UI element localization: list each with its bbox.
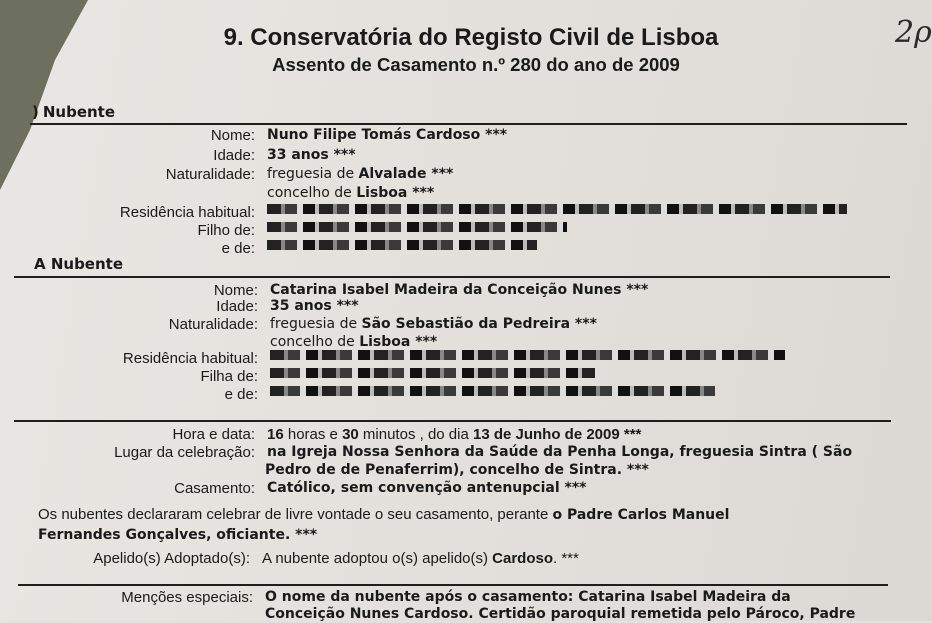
ceremony-place-row-2 xyxy=(265,462,649,479)
special-mentions-row xyxy=(0,589,791,606)
field-label: Idade: xyxy=(213,147,255,164)
bride-mother-row xyxy=(0,386,715,403)
document-subtitle: Assento de Casamento n.º 280 do ano de 2009 xyxy=(272,54,680,75)
groom-parish: freguesia de Alvalade *** xyxy=(267,166,454,182)
field-label: Filho de: xyxy=(197,222,255,239)
ceremony-place-row xyxy=(0,444,852,461)
special-mentions-text: O nome da nubente após o casamento: Catarina Isabel Madeira da xyxy=(265,589,791,605)
groom-birthplace-row xyxy=(0,166,453,183)
bride-age-row xyxy=(0,298,359,315)
bride-parish: freguesia de São Sebastião da Pedreira *** xyxy=(270,316,597,332)
groom-municipality: concelho de Lisboa *** xyxy=(267,185,435,201)
groom-name-row xyxy=(0,127,507,144)
bride-municipality: concelho de Lisboa *** xyxy=(270,334,438,350)
section-bride-heading: A Nubente xyxy=(34,255,123,273)
groom-age: 33 anos *** xyxy=(267,147,356,163)
handwritten-note: 2ρ xyxy=(895,15,932,50)
redacted-father xyxy=(267,222,567,232)
groom-father-row xyxy=(0,222,567,239)
field-label: Casamento: xyxy=(174,480,255,497)
field-label: e de: xyxy=(224,386,258,403)
ceremony-time-row xyxy=(0,426,641,443)
field-label: Apelido(s) Adoptado(s): xyxy=(93,550,250,567)
bride-residence-row xyxy=(0,350,785,367)
ceremony-type-row xyxy=(0,480,586,497)
bride-name-row xyxy=(0,282,648,299)
section-divider xyxy=(18,584,888,586)
bride-municipality-row xyxy=(270,334,437,351)
redacted-residence xyxy=(270,350,785,360)
field-label: e de: xyxy=(221,240,255,257)
declaration-paragraph: Os nubentes declararam celebrar de livre vontade o seu casamento, perante o Padre Carlos Manuel Fernandes Gonçalves, oficiante. *** xyxy=(38,506,730,543)
field-label: Lugar da celebração: xyxy=(114,444,255,461)
section-groom-heading: ) Nubente xyxy=(32,103,116,121)
field-label: Naturalidade: xyxy=(168,316,258,333)
redacted-mother xyxy=(270,386,715,396)
field-label: Nome: xyxy=(210,127,255,144)
field-label: Nome: xyxy=(213,282,258,299)
section-divider xyxy=(14,420,891,422)
field-label: Naturalidade: xyxy=(165,166,255,183)
section-divider xyxy=(30,123,907,125)
field-label: Idade: xyxy=(216,298,258,315)
document-title: 9. Conservatória do Registo Civil de Lisboa xyxy=(223,24,719,51)
groom-municipality-row xyxy=(267,185,434,202)
redacted-residence xyxy=(267,204,847,214)
redacted-father xyxy=(270,368,595,378)
ceremony-place-cont: Pedro de de Penaferrim), concelho de Sintra. *** xyxy=(265,462,649,478)
groom-age-row xyxy=(0,147,356,164)
bride-age: 35 anos *** xyxy=(270,298,359,314)
field-label: Residência habitual: xyxy=(119,204,255,221)
special-mentions-text-cont: Conceição Nunes Cardoso. Certidão paroquial remetida pelo Pároco, Padre xyxy=(265,606,856,622)
field-label: Filha de: xyxy=(200,368,258,385)
bride-father-row xyxy=(0,368,595,385)
groom-residence-row xyxy=(0,204,847,221)
groom-name: Nuno Filipe Tomás Cardoso *** xyxy=(267,127,508,143)
special-mentions-row-2 xyxy=(265,606,855,623)
field-label: Menções especiais: xyxy=(121,589,253,606)
bride-birthplace-row xyxy=(0,316,597,333)
field-label: Hora e data: xyxy=(172,426,255,443)
ceremony-datetime: 16 horas e 30 minutos , do dia 13 de Junho de 2009 *** xyxy=(267,426,642,443)
surname-value: A nubente adoptou o(s) apelido(s) Cardoso. *** xyxy=(262,550,579,567)
ceremony-type: Católico, sem convenção antenupcial *** xyxy=(267,480,587,496)
bride-name: Catarina Isabel Madeira da Conceição Nunes *** xyxy=(270,282,649,298)
field-label: Residência habitual: xyxy=(122,350,258,367)
surname-row xyxy=(0,550,579,567)
ceremony-place: na Igreja Nossa Senhora da Saúde da Penha Longa, freguesia Sintra ( São xyxy=(267,444,853,460)
section-divider xyxy=(14,276,890,278)
redacted-mother xyxy=(267,240,537,250)
